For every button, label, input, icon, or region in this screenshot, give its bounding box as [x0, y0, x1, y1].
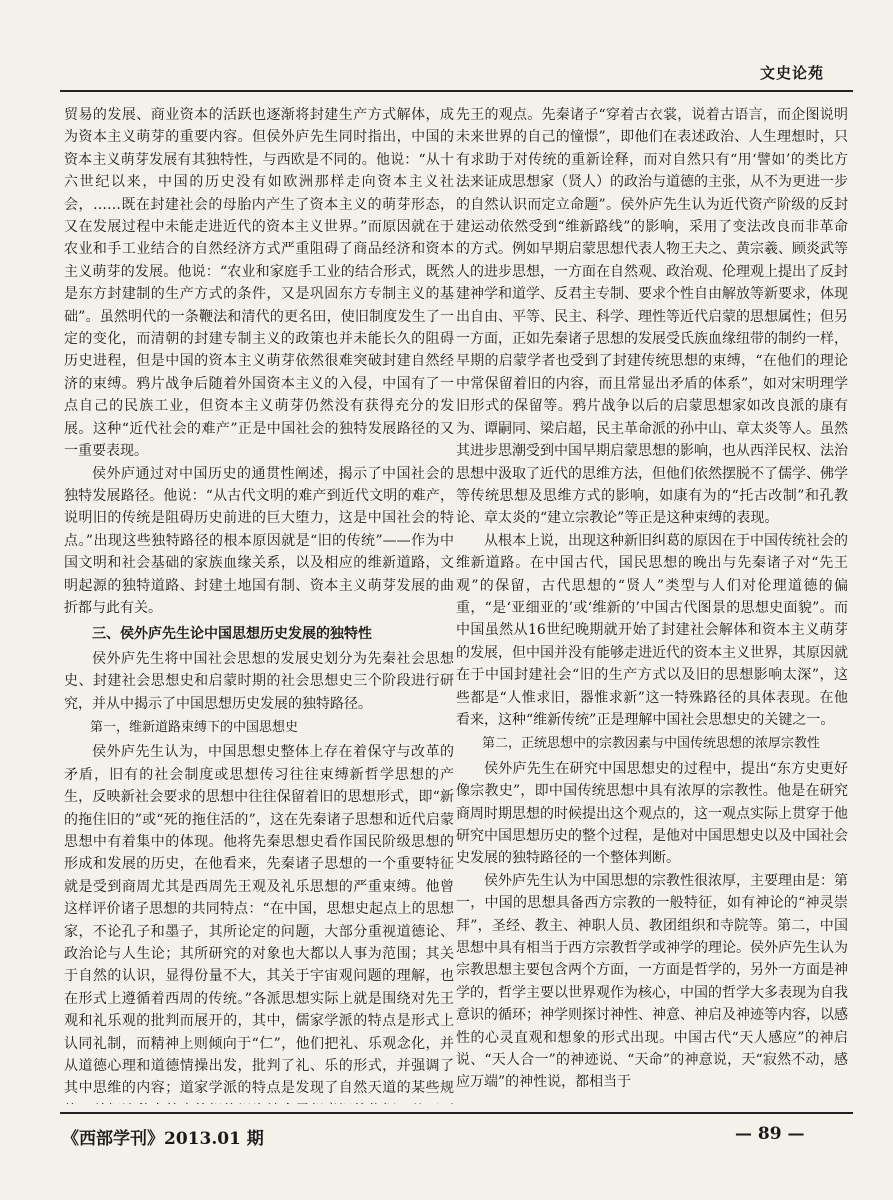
left-column [64, 104, 454, 1104]
paragraph: 侯外庐先生将中国社会思想的发展史划分为先秦社会思想史、封建社会思想史和启蒙时期的社会思想史三个阶段进行研究，并从中揭示了中国思想历史发展的独特路径。 [64, 650, 454, 712]
paragraph: 先王的观点。先秦诸子“穿着古衣裳，说着古语言，而企图说明未来世界的自己的憧憬”，即他们在表述政治、人生理想时，只有求助于对传统的重新诠释，而对自然只有“用‘譬如’的类比方法来证成思想家（贤人）的政治与道德的主张，从不为更进一步的自然认识而定立命题”。侯外庐先生认为近代资产阶级的反封建运动依然受到“维新路线”的影响，采用了变法改良而非革命的方式。例如早期启蒙思想代表人物王夫之、黄宗羲、顾炎武等人的进步思想，一方面在自然观、政治观、伦理观上提出了反封建神学和道学、反君主专制、要求个性自由解放等新要求，体现出自由、平等、民主、科学、理性等近代启蒙的思想属性；但另一方面，正如先秦诸子思想的发展受氏族血缘纽带的制约一样，早期的启蒙学者也受到了封建传统思想的束缚，“在他们的理论中常保留着旧的内容，而且常显出矛盾的体系”，如对宋明理学旧形式的保留等。鸦片战争以后的启蒙思想家如改良派的康有为、谭嗣同、梁启超，民主革命派的孙中山、章太炎等人。虽然其进步思潮受到中国早期启蒙思想的影响，也从西洋民权、法治思想中汲取了近代的思维方法，但他们依然摆脱不了儒学、佛学等传统思想及思维方式的影响，如康有为的“托古改制”和孔教论、章太炎的“建立宗教论”等正是这种束缚的表现。 [456, 107, 848, 527]
subsection-heading: 第二，正统思想中的宗教因素与中国传统思想的浓厚宗教性 [482, 736, 821, 752]
right-column [456, 104, 848, 1104]
section-title: 文史论苑 [760, 64, 825, 82]
footer-rule [60, 1112, 853, 1114]
paragraph: 贸易的发展、商业资本的活跃也逐渐将封建生产方式解体，成为资本主义萌芽的重要内容。但侯外庐先生同时指出，中国的资本主义萌芽发展有其独特性，与西欧是不同的。他说：“从十六世纪以来，中国的历史没有如欧洲那样走向资本主义社会，……既在封建社会的母胎内产生了资本主义的萌芽形态，又在发展过程中未能走进近代的资本主义世界。”而原因就在于农业和手工业结合的自然经济方式严重阻碍了商品经济和资本主义萌芽的发展。他说：“农业和家庭手工业的结合形式，既然是东方封建制的生产方式的条件，又是巩固东方专制主义的基础”。虽然明代的一条鞭法和清代的更名田，使旧制度发生了一定的变化，而清朝的封建专制主义的政策也并未能长久的阻碍历史进程，但是中国的资本主义萌芽依然很难突破封建自然经济的束缚。鸦片战争后随着外国资本主义的入侵，中国有了一点自己的民族工业，但资本主义萌芽仍然没有获得充分的发展。这种“近代社会的难产”正是中国社会的独特发展路径的又一重要表现。 [64, 107, 454, 460]
paragraph: 从根本上说，出现这种新旧纠葛的原因在于中国传统社会的维新道路。在中国古代，国民思想的晚出与先秦诸子对“先王观”的保留，古代思想的“贤人”类型与人们对伦理道德的偏重，“是‘亚细亚的’或‘维新的’中国古代图景的思想史面貌”。而中国虽然从16世纪晚期就开始了封建社会解体和资本主义萌芽的发展，但中国并没有能够走进近代的资本主义世界，其原因就在于中国封建社会“旧的生产方式以及旧的思想影响太深”，这些都是“人惟求旧，器惟求新”这一特殊路径的具体表现。在他看来，这种“维新传统”正是理解中国社会思想史的关键之一。 [456, 532, 848, 728]
journal-issue: 《西部学刊》2013.01 期 [62, 1129, 264, 1149]
page-number: — 89 — [735, 1124, 805, 1144]
paragraph: 侯外庐先生认为，中国思想史整体上存在着保守与改革的矛盾，旧有的社会制度或思想传习往往束缚新哲学思想的产生，反映新社会要求的思想中往往保留着旧的思想形式，即“新的拖住旧的”或“死的拖住活的”，这在先秦诸子思想和近代启蒙思想中有着集中的体现。他将先秦思想史看作国民阶级思想的形成和发展的历史，在他看来，先秦诸子思想的一个重要特征就是受到商周尤其是西周先王观及礼乐思想的严重束缚。他曾这样评价诸子思想的共同特点：“在中国，思想史起点上的思想家，不论孔子和墨子，其所论定的问题，大部分重视道德论、政治论与人生论；其所研究的对象也大都以人事为范围；其关于自然的认识，显得份量不大，其关于宇宙观问题的理解，也在形式上遵循着西周的传统。”各派思想实际上就是围绕对先王观和礼乐观的批判而展开的，其中，儒家学派的特点是形式上认同礼制，而精神上则倾向于“仁”，他们把礼、乐观念化，并从道德心理和道德情操出发，批判了礼、乐的形式，并强调了其中思维的内容；道家学派的特点是发现了自然天道的某些规 [64, 744, 454, 1097]
paragraph: 侯外庐先生在研究中国思想史的过程中，提出“东方史更好像宗教史”，即中国传统思想中具有浓厚的宗教性。他是在研究商周时期思想的时候提出这个观点的，这一观点实际上贯穿于他研究中国思想历史的整个过程，是他对中国思想史以及中国社会史发展的独特路径的一个整体判断。 [456, 760, 848, 867]
section-heading: 三、侯外庐先生论中国思想历史发展的独特性 [92, 626, 372, 643]
paragraph: 侯外庐先生认为中国思想的宗教性很浓厚，主要理由是：第一，中国的思想具备西方宗教的一般特征，如有神论的“神灵崇拜”，圣经、教主、神职人员、教团组织和寺院等。第二，中国思想中具有相当于西方宗教哲学或神学的理论。侯外庐先生认为宗教思想主要包含两个方面，一方面是哲学的，另外一方面是神学的，哲学主要以世界观作为核心，中国的哲学大多表现为自我意识的循环；神学则探讨神性、神意、神启及神迹等内容，以感性的心灵直观和想象的形式出现。中国古代“天人感应”的神启说、“天人合一”的神迹说、“天命”的神意说，天“寂然不动，感应万端”的神性说，都相当于 [456, 872, 848, 1091]
header-rule [60, 90, 853, 92]
subsection-heading: 第一，维新道路束缚下的中国思想史 [90, 719, 299, 735]
paragraph: 侯外庐通过对中国历史的通贯性阐述，揭示了中国社会的独特发展路径。他说：“从古代文明的难产到近代文明的难产，说明旧的传统是阻碍历史前进的巨大堕力，这是中国社会的特点。”出现这些独特路径的根本原因就是“旧的传统”——作为中国文明和社会基础的家族血缘关系，以及相应的维新道路，文明起源的独特道路、封建土地国有制、资本主义萌芽发展的曲折都与此有关。 [64, 465, 454, 616]
